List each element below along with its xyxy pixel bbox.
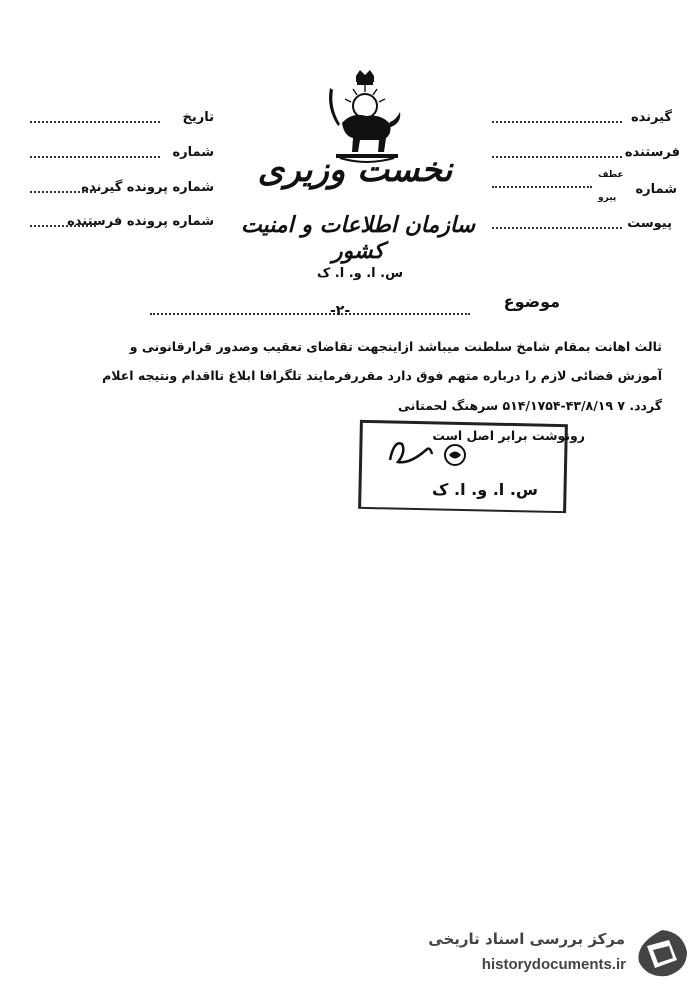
field-label-date: تاریخ xyxy=(182,110,214,125)
field-annotation-follow: پیرو xyxy=(598,193,617,203)
signature-icon xyxy=(380,432,440,472)
history-documents-logo-icon xyxy=(633,926,691,980)
reference-code: س. ا. و. ا. ک xyxy=(316,266,404,281)
watermark-url[interactable]: historydocuments.ir xyxy=(481,956,626,973)
field-annotation-ref: عطف xyxy=(598,170,624,180)
field-line-number-left xyxy=(30,156,160,158)
field-label-attachment: پیوست xyxy=(627,216,672,231)
subject-label: موضوع xyxy=(503,292,560,311)
field-label-number-left: شماره xyxy=(172,145,214,160)
field-line-recipient-file xyxy=(30,191,96,193)
field-label-sender-file: شماره پرونده فرستنده xyxy=(67,214,214,229)
letterhead-title: نخست وزیری xyxy=(257,150,453,190)
field-line-attachment xyxy=(492,227,622,229)
field-line-number-right xyxy=(492,186,592,188)
watermark-name: مرکز بررسی اسناد تاریخی xyxy=(428,930,625,948)
seal-mark-icon xyxy=(440,440,470,470)
body-line-2: آموزش قضائی لازم را درباره متهم فوق دارد مقررفرمایند تلگرافا ابلاغ تااقدام ونتیجه اعلام xyxy=(102,368,662,383)
field-line-sender xyxy=(492,156,622,158)
field-label-number-right: شماره xyxy=(635,182,677,197)
field-line-sender-file xyxy=(30,225,96,227)
field-line-recipient xyxy=(492,121,622,123)
body-line-3: گردد. ۷ ۴۳/۸/۱۹-۵۱۴/۱۷۵۴ سرهنگ لحمتانی xyxy=(397,398,662,413)
subject-line xyxy=(150,313,470,315)
field-label-recipient-file: شماره پرونده گیرنده xyxy=(81,180,214,195)
body-line-1: ثالث اهانت بمقام شامخ سلطنت میباشد ازاینجهت تقاضای تعقیب وصدور قرارقانونی و xyxy=(129,339,662,354)
field-label-sender: فرستنده xyxy=(624,145,680,160)
field-label-recipient: گیرنده xyxy=(630,110,672,125)
page-number: -۲- xyxy=(330,303,351,319)
field-line-date xyxy=(30,121,160,123)
copy-note: رونوشت برابر اصل است xyxy=(432,428,585,443)
letterhead-organization: سازمان اطلاعات و امنیت کشور xyxy=(240,212,476,264)
stamp-text: س. ا. و. ا. ک xyxy=(432,480,538,499)
